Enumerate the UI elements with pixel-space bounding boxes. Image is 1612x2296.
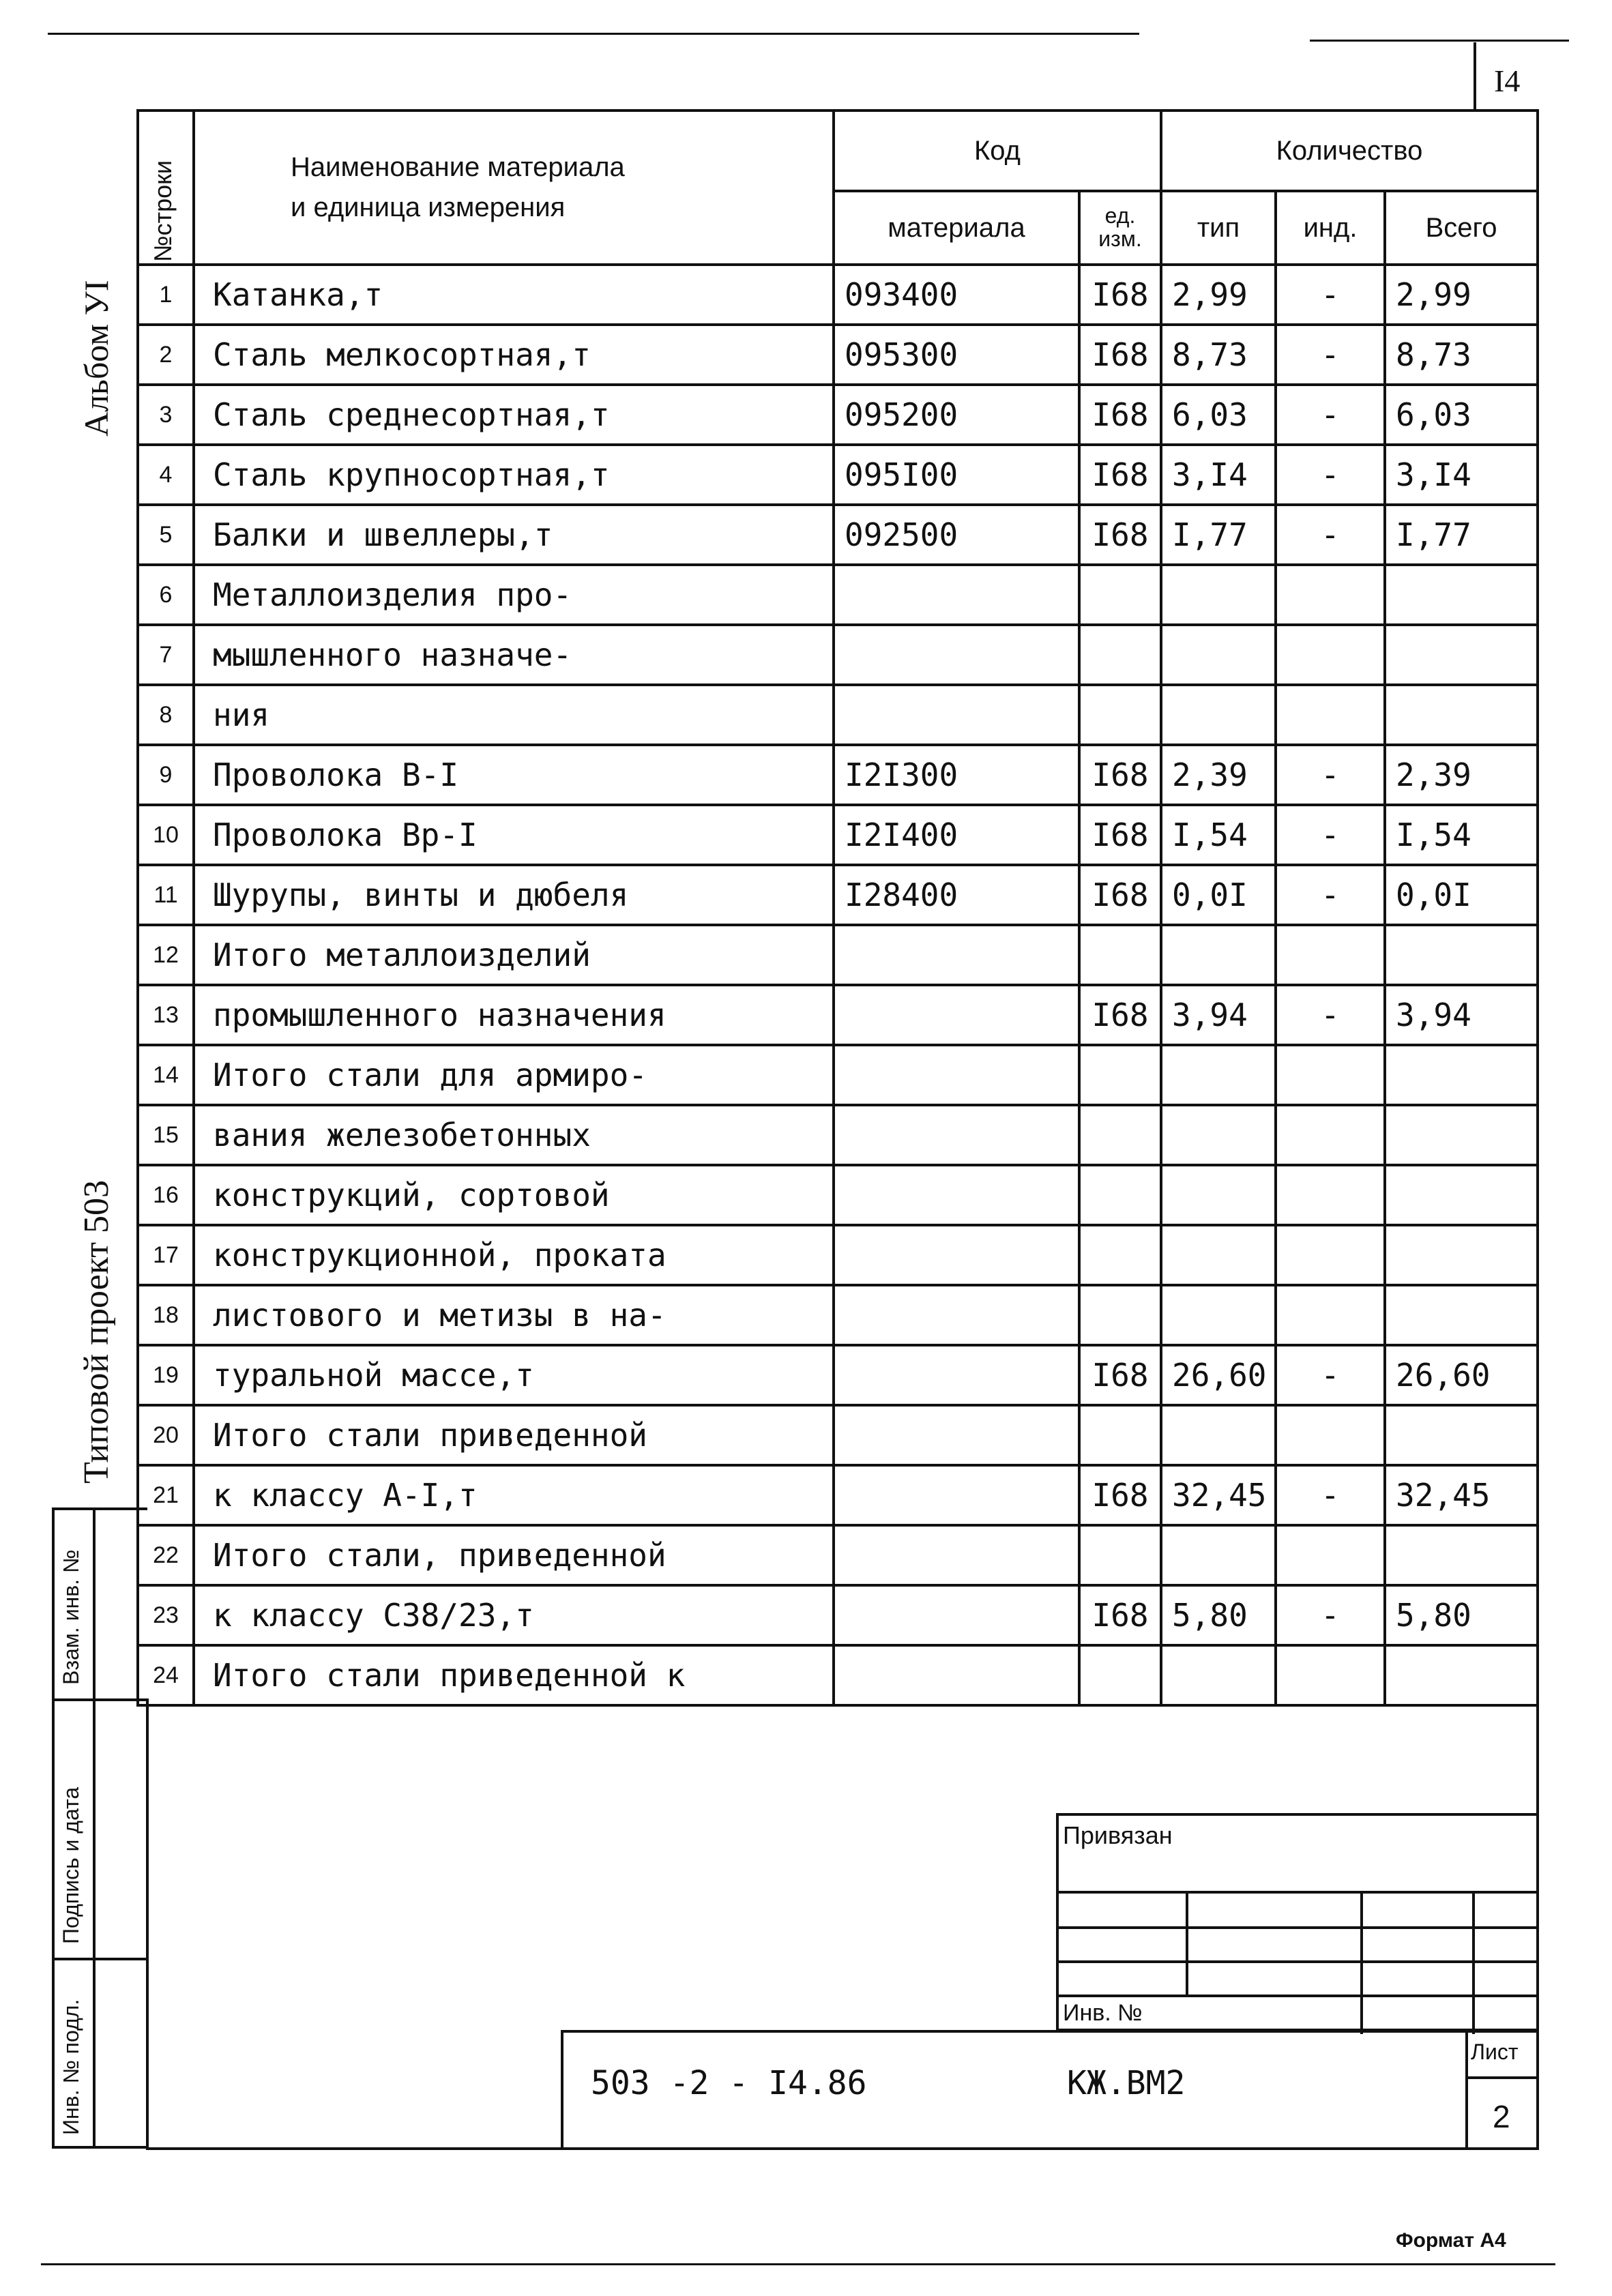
quantity-total: 2,99: [1385, 265, 1538, 325]
quantity-type: 2,99: [1161, 265, 1276, 325]
table-row: [138, 865, 1538, 925]
material-code: I2I400: [834, 805, 1079, 865]
quantity-ind: [1276, 1225, 1385, 1285]
unit-code: [1079, 625, 1161, 685]
row-number: 12: [138, 925, 194, 985]
quantity-total: 3,I4: [1385, 445, 1538, 505]
header-name: Наименование материала и единица измерения: [194, 111, 834, 265]
row-number: 6: [138, 565, 194, 625]
header-code: Код: [834, 111, 1161, 191]
quantity-total: 3,94: [1385, 985, 1538, 1045]
row-number: 23: [138, 1585, 194, 1645]
quantity-type: [1161, 1225, 1276, 1285]
material-code: 092500: [834, 505, 1079, 565]
quantity-total: I,54: [1385, 805, 1538, 865]
material-code: I28400: [834, 865, 1079, 925]
quantity-type: [1161, 1045, 1276, 1105]
row-number: 21: [138, 1465, 194, 1525]
unit-code: [1079, 925, 1161, 985]
quantity-total: I,77: [1385, 505, 1538, 565]
quantity-total: [1385, 1645, 1538, 1705]
quantity-ind: -: [1276, 1465, 1385, 1525]
quantity-ind: -: [1276, 385, 1385, 445]
material-code: [834, 685, 1079, 745]
material-name: Итого стали, приведенной: [194, 1525, 834, 1585]
header-unit: ед. изм.: [1079, 191, 1161, 265]
stamp-strip-bottom: [52, 2146, 147, 2149]
header-ind: инд.: [1276, 191, 1385, 265]
quantity-ind: -: [1276, 805, 1385, 865]
quantity-ind: -: [1276, 325, 1385, 385]
material-code: [834, 625, 1079, 685]
stamp-strip-top: [52, 1507, 147, 1510]
quantity-type: 5,80: [1161, 1585, 1276, 1645]
stamp-strip-line-2: [52, 1958, 147, 1960]
quantity-ind: -: [1276, 985, 1385, 1045]
table-row: [138, 265, 1538, 325]
material-code: I2I300: [834, 745, 1079, 805]
bound-block: [1056, 1813, 1539, 2031]
material-code: 093400: [834, 265, 1079, 325]
table-row: [138, 505, 1538, 565]
unit-code: I68: [1079, 745, 1161, 805]
table-row: [138, 1585, 1538, 1645]
unit-code: I68: [1079, 265, 1161, 325]
stamp-field-inv-original: Инв. № подл.: [59, 1999, 83, 2135]
unit-code: [1079, 685, 1161, 745]
doc-code: 503 -2 - I4.86: [591, 2064, 867, 2102]
material-name: Шурупы, винты и дюбеля: [194, 865, 834, 925]
material-code: [834, 1585, 1079, 1645]
row-number: 11: [138, 865, 194, 925]
table-row: [138, 1465, 1538, 1525]
row-number: 18: [138, 1285, 194, 1345]
unit-code: [1079, 1165, 1161, 1225]
row-number: 9: [138, 745, 194, 805]
row-number: 16: [138, 1165, 194, 1225]
quantity-type: 6,03: [1161, 385, 1276, 445]
bound-line-1: [1059, 1891, 1536, 1894]
material-code: [834, 925, 1079, 985]
unit-code: I68: [1079, 385, 1161, 445]
row-number: 22: [138, 1525, 194, 1585]
quantity-type: [1161, 565, 1276, 625]
quantity-type: 8,73: [1161, 325, 1276, 385]
table-row: [138, 985, 1538, 1045]
table-row: [138, 445, 1538, 505]
material-name: промышленного назначения: [194, 985, 834, 1045]
material-name: мышленного назначе-: [194, 625, 834, 685]
row-number: 7: [138, 625, 194, 685]
material-name: Сталь крупносортная,т: [194, 445, 834, 505]
quantity-total: 0,0I: [1385, 865, 1538, 925]
quantity-type: 32,45: [1161, 1465, 1276, 1525]
quantity-total: [1385, 925, 1538, 985]
quantity-ind: -: [1276, 445, 1385, 505]
table-row: [138, 565, 1538, 625]
table-row: [138, 625, 1538, 685]
material-name: Итого стали для армиро-: [194, 1045, 834, 1105]
material-name: конструкций, сортовой: [194, 1165, 834, 1225]
material-name: Итого металлоизделий: [194, 925, 834, 985]
quantity-total: 32,45: [1385, 1465, 1538, 1525]
frame-left: [146, 1698, 149, 2149]
unit-code: I68: [1079, 1465, 1161, 1525]
quantity-total: [1385, 1105, 1538, 1165]
material-name: Сталь мелкосортная,т: [194, 325, 834, 385]
quantity-type: 26,60: [1161, 1345, 1276, 1405]
quantity-total: 2,39: [1385, 745, 1538, 805]
quantity-type: 2,39: [1161, 745, 1276, 805]
bound-col-3: [1472, 1891, 1475, 2034]
quantity-total: [1385, 1525, 1538, 1585]
quantity-ind: -: [1276, 505, 1385, 565]
quantity-ind: [1276, 1105, 1385, 1165]
material-name: Сталь среднесортная,т: [194, 385, 834, 445]
material-code: [834, 565, 1079, 625]
top-border-line-left: [48, 33, 1139, 35]
quantity-type: [1161, 925, 1276, 985]
quantity-type: [1161, 1285, 1276, 1345]
material-name: Балки и швеллеры,т: [194, 505, 834, 565]
inv-no-label: Инв. №: [1063, 2000, 1143, 2026]
quantity-type: [1161, 1165, 1276, 1225]
material-name: Металлоизделия про-: [194, 565, 834, 625]
stamp-field-signature: Подпись и дата: [59, 1786, 83, 1944]
material-code: [834, 1045, 1079, 1105]
material-name: Проволока Вр-I: [194, 805, 834, 865]
table-row: [138, 1525, 1538, 1585]
quantity-total: 6,03: [1385, 385, 1538, 445]
quantity-ind: [1276, 1285, 1385, 1345]
quantity-total: [1385, 625, 1538, 685]
table-row: [138, 1165, 1538, 1225]
material-code: [834, 1525, 1079, 1585]
quantity-total: [1385, 1165, 1538, 1225]
unit-code: I68: [1079, 445, 1161, 505]
table-row: [138, 685, 1538, 745]
row-number: 5: [138, 505, 194, 565]
bound-col-1: [1186, 1891, 1188, 1995]
quantity-ind: [1276, 1165, 1385, 1225]
doc-mark: КЖ.ВМ2: [1067, 2064, 1186, 2102]
table-row: [138, 385, 1538, 445]
material-code: [834, 1225, 1079, 1285]
material-code: [834, 985, 1079, 1045]
header-row-1: [138, 111, 1538, 191]
row-number: 3: [138, 385, 194, 445]
quantity-ind: -: [1276, 745, 1385, 805]
row-number: 20: [138, 1405, 194, 1465]
unit-code: [1079, 1405, 1161, 1465]
material-code: [834, 1105, 1079, 1165]
unit-code: [1079, 1105, 1161, 1165]
quantity-ind: -: [1276, 1585, 1385, 1645]
bound-line-4: [1059, 1995, 1536, 1997]
quantity-ind: [1276, 565, 1385, 625]
unit-code: I68: [1079, 1585, 1161, 1645]
material-name: к классу А-I,т: [194, 1465, 834, 1525]
top-border-line-right: [1310, 40, 1569, 42]
row-number: 15: [138, 1105, 194, 1165]
format-label: Формат А4: [1396, 2229, 1506, 2252]
table-row: [138, 1225, 1538, 1285]
material-spec-table: [136, 109, 1539, 1707]
material-code: 095300: [834, 325, 1079, 385]
quantity-ind: [1276, 1045, 1385, 1105]
quantity-type: [1161, 1645, 1276, 1705]
sheet-value: 2: [1493, 2099, 1510, 2134]
unit-code: [1079, 1225, 1161, 1285]
quantity-ind: [1276, 1405, 1385, 1465]
quantity-type: [1161, 1525, 1276, 1585]
table-row: [138, 1105, 1538, 1165]
material-name: к классу С38/23,т: [194, 1585, 834, 1645]
row-number: 19: [138, 1345, 194, 1405]
material-name: туральной массе,т: [194, 1345, 834, 1405]
row-number: 24: [138, 1645, 194, 1705]
material-code: [834, 1645, 1079, 1705]
quantity-total: 5,80: [1385, 1585, 1538, 1645]
quantity-total: [1385, 1285, 1538, 1345]
sheet-number-top: I4: [1494, 63, 1521, 98]
bound-label: Привязан: [1063, 1821, 1173, 1849]
quantity-total: 26,60: [1385, 1345, 1538, 1405]
table-row: [138, 1405, 1538, 1465]
material-name: листового и метизы в на-: [194, 1285, 834, 1345]
stamp-field-replacement: Взам. инв. №: [59, 1549, 83, 1685]
unit-code: I68: [1079, 805, 1161, 865]
quantity-type: [1161, 1105, 1276, 1165]
table-row: [138, 325, 1538, 385]
row-number: 4: [138, 445, 194, 505]
quantity-ind: -: [1276, 265, 1385, 325]
material-code: [834, 1165, 1079, 1225]
table-row: [138, 1345, 1538, 1405]
table-row: [138, 745, 1538, 805]
unit-code: [1079, 565, 1161, 625]
album-label: Альбом УI: [77, 280, 115, 437]
unit-code: [1079, 1285, 1161, 1345]
row-number: 14: [138, 1045, 194, 1105]
row-number: 8: [138, 685, 194, 745]
header-material: материала: [834, 191, 1079, 265]
row-number: 17: [138, 1225, 194, 1285]
header-type: тип: [1161, 191, 1276, 265]
quantity-total: [1385, 565, 1538, 625]
unit-code: I68: [1079, 505, 1161, 565]
material-name: конструкционной, проката: [194, 1225, 834, 1285]
quantity-ind: -: [1276, 865, 1385, 925]
header-quantity: Количество: [1161, 111, 1538, 191]
sheet-number-box-border: [1474, 42, 1476, 111]
quantity-ind: [1276, 1645, 1385, 1705]
table-row: [138, 1645, 1538, 1705]
header-row-no: №строки: [138, 111, 194, 265]
row-number: 10: [138, 805, 194, 865]
table-row: [138, 925, 1538, 985]
material-code: [834, 1285, 1079, 1345]
unit-code: I68: [1079, 1345, 1161, 1405]
quantity-type: [1161, 685, 1276, 745]
quantity-ind: [1276, 1525, 1385, 1585]
unit-code: [1079, 1525, 1161, 1585]
material-code: 095I00: [834, 445, 1079, 505]
sheet-cell-line: [1465, 2076, 1539, 2079]
table-row: [138, 805, 1538, 865]
material-code: [834, 1405, 1079, 1465]
bound-line-2: [1059, 1926, 1536, 1929]
doc-code-block: [561, 2030, 1539, 2150]
project-label: Типовой проект 503: [77, 1180, 116, 1484]
quantity-type: 3,I4: [1161, 445, 1276, 505]
unit-code: [1079, 1645, 1161, 1705]
quantity-type: [1161, 625, 1276, 685]
row-number: 13: [138, 985, 194, 1045]
quantity-type: [1161, 1405, 1276, 1465]
unit-code: [1079, 1045, 1161, 1105]
material-name: ния: [194, 685, 834, 745]
stamp-strip-line-1: [52, 1698, 147, 1701]
header-total: Всего: [1385, 191, 1538, 265]
material-name: Итого стали приведенной: [194, 1405, 834, 1465]
stamp-strip-mid: [93, 1507, 96, 2149]
sheet-label: Лист: [1471, 2040, 1519, 2064]
material-name: вания железобетонных: [194, 1105, 834, 1165]
row-number: 1: [138, 265, 194, 325]
stamp-strip-left: [52, 1507, 55, 2149]
quantity-ind: [1276, 685, 1385, 745]
quantity-type: I,77: [1161, 505, 1276, 565]
quantity-total: [1385, 1045, 1538, 1105]
material-code: 095200: [834, 385, 1079, 445]
quantity-total: [1385, 1405, 1538, 1465]
bound-col-2: [1360, 1891, 1363, 2034]
footer-line: [41, 2263, 1555, 2265]
table-row: [138, 1285, 1538, 1345]
quantity-type: I,54: [1161, 805, 1276, 865]
table-row: [138, 1045, 1538, 1105]
quantity-ind: [1276, 925, 1385, 985]
bound-line-3: [1059, 1960, 1536, 1963]
unit-code: I68: [1079, 325, 1161, 385]
sheet-cell-border: [1465, 2033, 1468, 2150]
quantity-type: 3,94: [1161, 985, 1276, 1045]
quantity-ind: [1276, 625, 1385, 685]
material-code: [834, 1465, 1079, 1525]
quantity-total: [1385, 685, 1538, 745]
material-name: Проволока В-I: [194, 745, 834, 805]
unit-code: I68: [1079, 865, 1161, 925]
quantity-total: 8,73: [1385, 325, 1538, 385]
row-number: 2: [138, 325, 194, 385]
quantity-total: [1385, 1225, 1538, 1285]
quantity-type: 0,0I: [1161, 865, 1276, 925]
material-code: [834, 1345, 1079, 1405]
quantity-ind: -: [1276, 1345, 1385, 1405]
material-name: Катанка,т: [194, 265, 834, 325]
unit-code: I68: [1079, 985, 1161, 1045]
material-name: Итого стали приведенной к: [194, 1645, 834, 1705]
